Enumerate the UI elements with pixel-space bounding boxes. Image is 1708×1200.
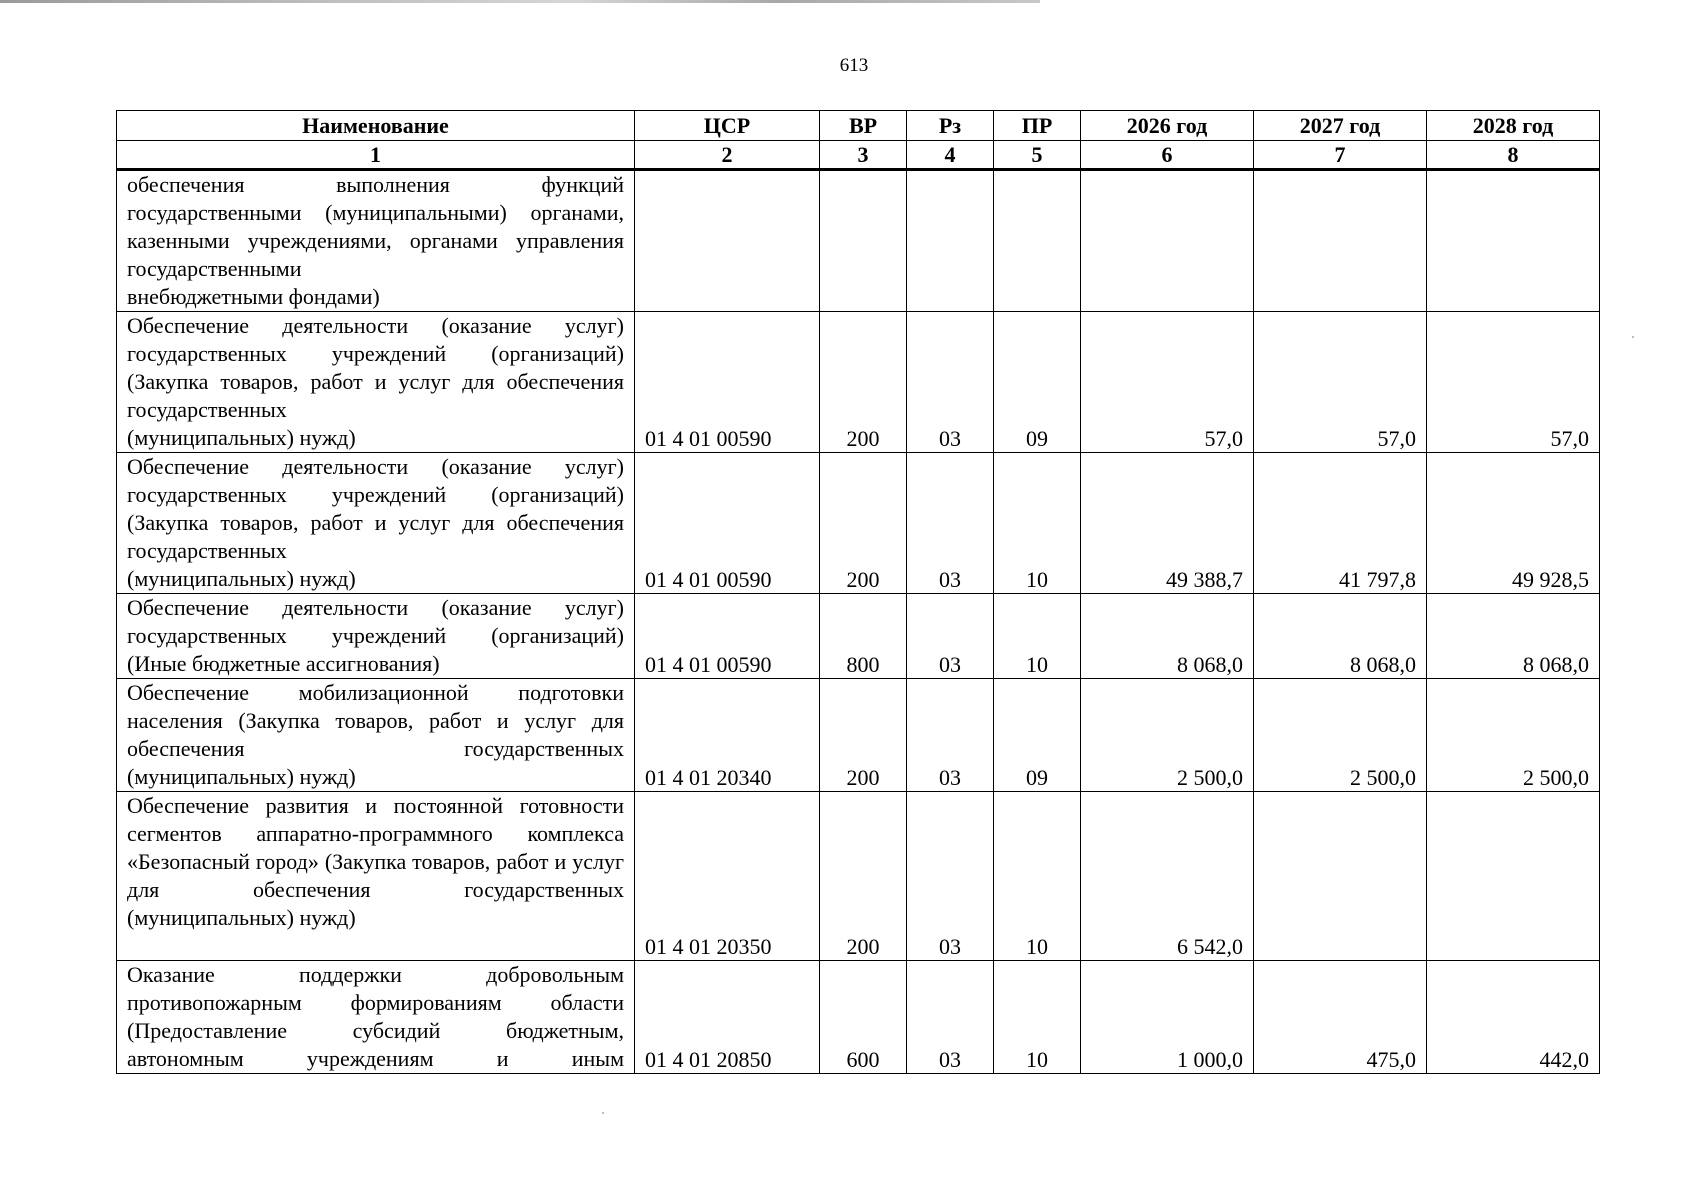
cell-name <box>117 312 635 453</box>
table-row <box>117 961 1600 1074</box>
cell-pr <box>994 170 1081 312</box>
cell-vr: 200 <box>820 453 907 594</box>
table-row <box>117 312 1600 453</box>
name-text-last: (муниципальных) нужд) <box>127 566 356 591</box>
name-text-last: автономным учреждениям и иным <box>127 1046 624 1071</box>
column-number: 4 <box>907 141 994 170</box>
table-row <box>117 170 1600 312</box>
header-vr: ВР <box>820 111 907 141</box>
cell-2027: 8 068,0 <box>1254 594 1427 679</box>
column-number: 2 <box>635 141 820 170</box>
cell-rz: 03 <box>907 679 994 792</box>
header-csr: ЦСР <box>635 111 820 141</box>
cell-2026 <box>1081 170 1254 312</box>
cell-rz: 03 <box>907 594 994 679</box>
cell-name <box>117 453 635 594</box>
cell-name <box>117 792 635 961</box>
table-row <box>117 594 1600 679</box>
cell-name <box>117 679 635 792</box>
cell-vr: 200 <box>820 312 907 453</box>
cell-2027: 57,0 <box>1254 312 1427 453</box>
name-text-last: (Иные бюджетные ассигнования) <box>127 651 440 676</box>
column-number: 6 <box>1081 141 1254 170</box>
cell-2028: 49 928,5 <box>1427 453 1600 594</box>
name-text-last: (муниципальных) нужд) <box>127 905 356 930</box>
cell-csr: 01 4 01 20350 <box>635 792 820 961</box>
cell-name <box>117 170 635 312</box>
table-row <box>117 792 1600 961</box>
header-name: Наименование <box>117 111 635 141</box>
scan-speck <box>602 1112 604 1114</box>
header-2027: 2027 год <box>1254 111 1427 141</box>
cell-2026: 6 542,0 <box>1081 792 1254 961</box>
header-rz: Рз <box>907 111 994 141</box>
cell-vr: 200 <box>820 792 907 961</box>
cell-vr: 200 <box>820 679 907 792</box>
cell-vr <box>820 170 907 312</box>
cell-rz: 03 <box>907 312 994 453</box>
cell-2026: 49 388,7 <box>1081 453 1254 594</box>
cell-2027 <box>1254 170 1427 312</box>
cell-csr: 01 4 01 20850 <box>635 961 820 1074</box>
cell-2028 <box>1427 792 1600 961</box>
cell-pr: 09 <box>994 679 1081 792</box>
cell-2026: 1 000,0 <box>1081 961 1254 1074</box>
table-row <box>117 679 1600 792</box>
name-text-last: (муниципальных) нужд) <box>127 764 356 789</box>
scan-speck <box>1632 336 1634 338</box>
header-2026: 2026 год <box>1081 111 1254 141</box>
cell-2026: 57,0 <box>1081 312 1254 453</box>
cell-2027: 2 500,0 <box>1254 679 1427 792</box>
cell-2027: 475,0 <box>1254 961 1427 1074</box>
budget-table <box>116 110 1600 1074</box>
column-number: 3 <box>820 141 907 170</box>
name-text: обеспечения выполнения функций государственными (муниципальными) органами, казенными учреждениями, органами управления государственными <box>127 172 624 281</box>
cell-2028: 2 500,0 <box>1427 679 1600 792</box>
cell-2028 <box>1427 170 1600 312</box>
cell-rz <box>907 170 994 312</box>
column-number: 5 <box>994 141 1081 170</box>
cell-name <box>117 594 635 679</box>
name-text-last: внебюджетными фондами) <box>127 284 380 309</box>
cell-2026: 2 500,0 <box>1081 679 1254 792</box>
column-number-row <box>117 141 1600 170</box>
header-pr: ПР <box>994 111 1081 141</box>
cell-csr: 01 4 01 00590 <box>635 453 820 594</box>
cell-2026: 8 068,0 <box>1081 594 1254 679</box>
cell-rz: 03 <box>907 961 994 1074</box>
cell-pr: 10 <box>994 453 1081 594</box>
name-text: Обеспечение развития и постоянной готовности сегментов аппаратно-программного комплекса «Безопасный город» (Закупка товаров, работ и услуг для обеспечения государственных <box>127 793 624 902</box>
cell-csr: 01 4 01 20340 <box>635 679 820 792</box>
cell-rz: 03 <box>907 453 994 594</box>
name-text: Обеспечение мобилизационной подготовки населения (Закупка товаров, работ и услуг для обеспечения государственных <box>127 680 624 761</box>
column-number: 1 <box>117 141 635 170</box>
cell-csr <box>635 170 820 312</box>
scan-top-edge <box>0 0 1040 3</box>
name-text: Обеспечение деятельности (оказание услуг) государственных учреждений (организаций) (Закупка товаров, работ и услуг для обеспечения государственных <box>127 454 624 563</box>
cell-2027: 41 797,8 <box>1254 453 1427 594</box>
cell-2028: 57,0 <box>1427 312 1600 453</box>
cell-2028: 442,0 <box>1427 961 1600 1074</box>
column-number: 8 <box>1427 141 1600 170</box>
cell-name <box>117 961 635 1074</box>
cell-pr: 10 <box>994 792 1081 961</box>
cell-pr: 10 <box>994 961 1081 1074</box>
cell-2028: 8 068,0 <box>1427 594 1600 679</box>
cell-csr: 01 4 01 00590 <box>635 594 820 679</box>
cell-rz: 03 <box>907 792 994 961</box>
name-text: Обеспечение деятельности (оказание услуг) государственных учреждений (организаций) (Закупка товаров, работ и услуг для обеспечения государственных <box>127 313 624 422</box>
column-number: 7 <box>1254 141 1427 170</box>
name-text: Обеспечение деятельности (оказание услуг) государственных учреждений (организаций) <box>127 595 624 648</box>
name-text-last: (муниципальных) нужд) <box>127 425 356 450</box>
page-number: 613 <box>839 55 869 76</box>
cell-pr: 09 <box>994 312 1081 453</box>
cell-vr: 600 <box>820 961 907 1074</box>
header-2028: 2028 год <box>1427 111 1600 141</box>
cell-pr: 10 <box>994 594 1081 679</box>
cell-vr: 800 <box>820 594 907 679</box>
name-text: Оказание поддержки добровольным противопожарным формированиям области (Предоставление субсидий бюджетным, <box>127 962 624 1043</box>
cell-csr: 01 4 01 00590 <box>635 312 820 453</box>
header-row <box>117 111 1600 141</box>
cell-2027 <box>1254 792 1427 961</box>
table-row <box>117 453 1600 594</box>
